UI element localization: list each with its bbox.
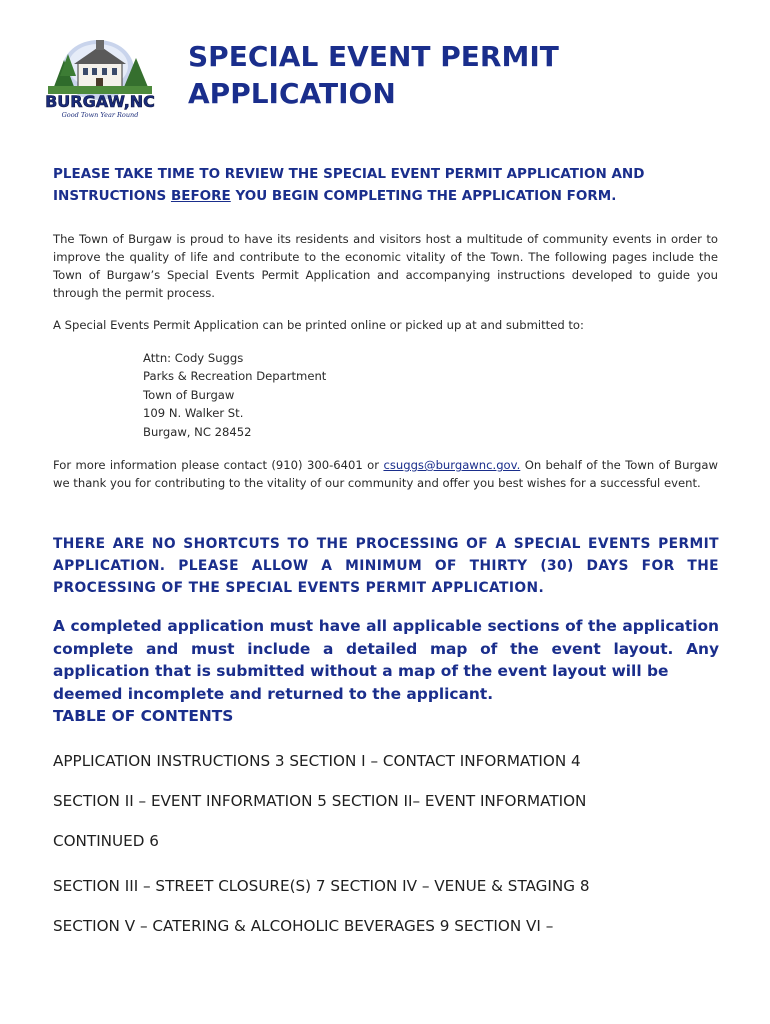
contact-email-link[interactable]: csuggs@burgawnc.gov. xyxy=(383,458,521,472)
completed-application-note xyxy=(53,615,719,705)
toc-line: CONTINUED 6 xyxy=(53,832,159,850)
address-town: Town of Burgaw xyxy=(143,387,235,402)
review-notice xyxy=(53,163,733,207)
title-line-2: APPLICATION xyxy=(188,77,396,110)
address-attn: Attn: Cody Suggs xyxy=(143,351,244,365)
contact-paragraph xyxy=(53,456,718,492)
completed-note-body: A completed application must have all applicable sections of the application complete and must include a detailed map of the event layout. Any application that is submitted without a map of the event layout will be xyxy=(53,617,719,680)
contact-text-before: For more information please contact (910) 300-6401 or xyxy=(53,458,384,472)
submission-note: A Special Events Permit Application can be printed online or picked up at and submitted to: xyxy=(53,318,584,332)
burgaw-logo-graphic xyxy=(38,36,162,120)
intro-paragraph: The Town of Burgaw is proud to have its residents and visitors host a multitude of community events in order to improve the quality of life and contribute to the economic vitality of the Town. The following pages include the Town of Burgaw’s Special Events Permit Application and accompanying instructions developed to guide you through the permit process. xyxy=(53,232,718,300)
burgaw-logo xyxy=(38,36,162,120)
contact-text-after: On behalf of the Town of Burgaw we thank you for contributing to the vitality of our community and offer you best wishes for a successful event. xyxy=(53,458,718,490)
toc-line: APPLICATION INSTRUCTIONS 3 SECTION I – CONTACT INFORMATION 4 xyxy=(53,752,581,770)
mailing-address xyxy=(143,349,326,441)
notice-emphasis: BEFORE xyxy=(170,188,231,204)
toc-heading: TABLE OF CONTENTS xyxy=(53,707,234,725)
completed-note-last-line: deemed incomplete and returned to the applicant. xyxy=(53,684,494,703)
toc-line: SECTION V – CATERING & ALCOHOLIC BEVERAGES 9 SECTION VI – xyxy=(53,917,554,935)
address-street: 109 N. Walker St. xyxy=(143,406,244,421)
page-title xyxy=(188,38,559,112)
title-line-1: SPECIAL EVENT PERMIT xyxy=(188,40,559,73)
toc-line: SECTION III – STREET CLOSURE(S) 7 SECTION IV – VENUE & STAGING 8 xyxy=(53,877,590,895)
processing-warning: THERE ARE NO SHORTCUTS TO THE PROCESSING OF A SPECIAL EVENTS PERMIT APPLICATION. PLEASE ALLOW A MINIMUM OF THIRTY (30) DAYS FOR THE PROCESSING OF THE SPECIAL EVENTS PERMIT APPLICATION. xyxy=(53,536,719,596)
notice-text-part-2: YOU BEGIN COMPLETING THE APPLICATION FORM. xyxy=(230,188,617,204)
address-city: Burgaw, NC 28452 xyxy=(143,424,252,439)
toc-line: SECTION II – EVENT INFORMATION 5 SECTION II– EVENT INFORMATION xyxy=(53,792,587,810)
notice-text-part-1: PLEASE TAKE TIME TO REVIEW THE SPECIAL EVENT PERMIT APPLICATION AND INSTRUCTIONS xyxy=(53,166,645,204)
logo-tagline: Good Town Year Round xyxy=(61,111,139,119)
address-department: Parks & Recreation Department xyxy=(143,369,327,384)
logo-wordmark: BURGAW,NC xyxy=(45,92,155,111)
